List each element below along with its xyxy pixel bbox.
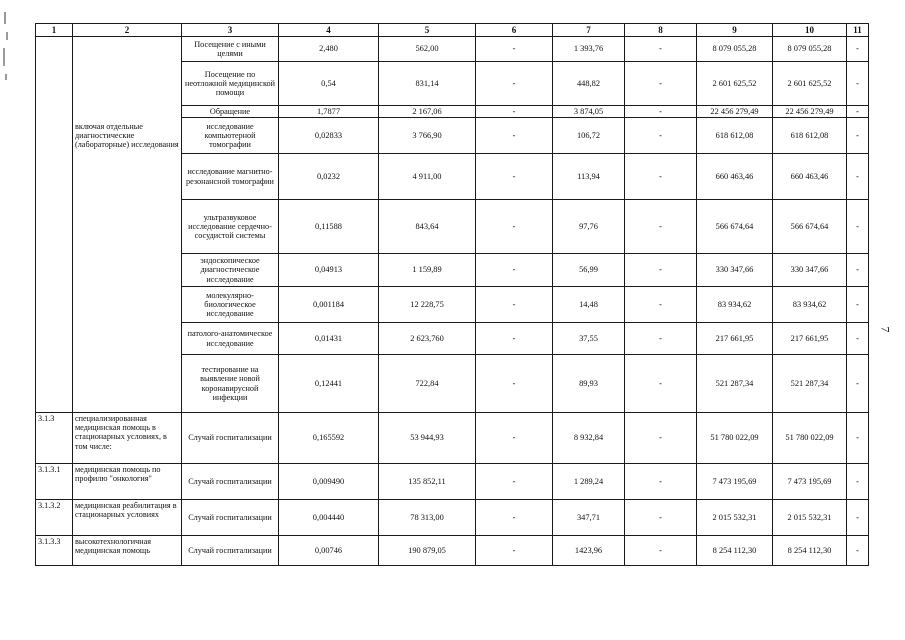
row-unit: исследование магнитно-резонансной томографии bbox=[182, 154, 279, 200]
cost-total: 22 456 279,49 bbox=[697, 106, 773, 118]
page-number: 7 bbox=[878, 326, 893, 333]
normative-volume: 0,0232 bbox=[279, 154, 379, 200]
column-header: 10 bbox=[773, 24, 847, 37]
per-capita-standard: 56,99 bbox=[553, 254, 625, 287]
per-capita-standard: 14,48 bbox=[553, 287, 625, 323]
per-capita-standard: 106,72 bbox=[553, 118, 625, 154]
row-code: 3.1.3.2 bbox=[36, 500, 73, 536]
col11-value: - bbox=[847, 118, 869, 154]
financial-cost: 12 228,75 bbox=[379, 287, 476, 323]
col6-value: - bbox=[476, 500, 553, 536]
col11-value: - bbox=[847, 154, 869, 200]
column-header: 7 bbox=[553, 24, 625, 37]
column-header: 8 bbox=[625, 24, 697, 37]
financial-cost: 2 167,06 bbox=[379, 106, 476, 118]
column-header: 9 bbox=[697, 24, 773, 37]
row-unit: патолого-анатомическое исследование bbox=[182, 323, 279, 355]
normative-volume: 0,02833 bbox=[279, 118, 379, 154]
row-unit: Случай госпитализации bbox=[182, 413, 279, 464]
col6-value: - bbox=[476, 106, 553, 118]
col11-value: - bbox=[847, 37, 869, 62]
row-code: 3.1.3.1 bbox=[36, 464, 73, 500]
normative-volume: 0,11588 bbox=[279, 200, 379, 254]
row-unit: Случай госпитализации bbox=[182, 536, 279, 566]
col8-value: - bbox=[625, 254, 697, 287]
row-code: 3.1.3 bbox=[36, 413, 73, 464]
financial-cost: 722,84 bbox=[379, 355, 476, 413]
col11-value: - bbox=[847, 464, 869, 500]
col6-value: - bbox=[476, 464, 553, 500]
cost-total: 8 254 112,30 bbox=[697, 536, 773, 566]
row-unit: Обращение bbox=[182, 106, 279, 118]
financial-cost: 53 944,93 bbox=[379, 413, 476, 464]
col8-value: - bbox=[625, 200, 697, 254]
column-header: 11 bbox=[847, 24, 869, 37]
per-capita-standard: 89,93 bbox=[553, 355, 625, 413]
normative-volume: 0,12441 bbox=[279, 355, 379, 413]
cost-total: 521 287,34 bbox=[697, 355, 773, 413]
normative-volume: 0,165592 bbox=[279, 413, 379, 464]
group-label bbox=[73, 37, 182, 413]
cost-oms: 521 287,34 bbox=[773, 355, 847, 413]
cost-total: 8 079 055,28 bbox=[697, 37, 773, 62]
column-header: 3 bbox=[182, 24, 279, 37]
cost-total: 618 612,08 bbox=[697, 118, 773, 154]
cost-oms: 83 934,62 bbox=[773, 287, 847, 323]
cost-total: 7 473 195,69 bbox=[697, 464, 773, 500]
per-capita-standard: 448,82 bbox=[553, 62, 625, 106]
col11-value: - bbox=[847, 413, 869, 464]
col6-value: - bbox=[476, 413, 553, 464]
per-capita-standard: 1423,96 bbox=[553, 536, 625, 566]
row-unit: исследование компьютерной томографии bbox=[182, 118, 279, 154]
col6-value: - bbox=[476, 323, 553, 355]
per-capita-standard: 3 874,05 bbox=[553, 106, 625, 118]
col11-value: - bbox=[847, 106, 869, 118]
normative-volume: 0,01431 bbox=[279, 323, 379, 355]
group-label-text: включая отдельные диагностические (лабораторные) исследования bbox=[75, 122, 179, 150]
col8-value: - bbox=[625, 62, 697, 106]
normative-volume: 1,7877 bbox=[279, 106, 379, 118]
cost-oms: 22 456 279,49 bbox=[773, 106, 847, 118]
normative-volume: 2,480 bbox=[279, 37, 379, 62]
col6-value: - bbox=[476, 254, 553, 287]
row-unit: Случай госпитализации bbox=[182, 464, 279, 500]
row-unit: ультразвуковое исследование сердечно-сосудистой системы bbox=[182, 200, 279, 254]
column-header: 1 bbox=[36, 24, 73, 37]
financial-cost: 4 911,00 bbox=[379, 154, 476, 200]
col11-value: - bbox=[847, 254, 869, 287]
col8-value: - bbox=[625, 355, 697, 413]
col11-value: - bbox=[847, 355, 869, 413]
financial-cost: 3 766,90 bbox=[379, 118, 476, 154]
column-header: 5 bbox=[379, 24, 476, 37]
col11-value: - bbox=[847, 62, 869, 106]
cost-total: 217 661,95 bbox=[697, 323, 773, 355]
row-unit: Посещение по неотложной медицинской помощи bbox=[182, 62, 279, 106]
cost-total: 566 674,64 bbox=[697, 200, 773, 254]
financial-cost: 2 623,760 bbox=[379, 323, 476, 355]
row-label: специализированная медицинская помощь в стационарных условиях, в том числе: bbox=[73, 413, 182, 464]
financial-cost: 1 159,89 bbox=[379, 254, 476, 287]
normative-volume: 0,04913 bbox=[279, 254, 379, 287]
financial-cost: 135 852,11 bbox=[379, 464, 476, 500]
cost-total: 2 015 532,31 bbox=[697, 500, 773, 536]
col11-value: - bbox=[847, 287, 869, 323]
table-body bbox=[36, 24, 869, 566]
column-header: 2 bbox=[73, 24, 182, 37]
column-number-row bbox=[36, 24, 869, 37]
cost-oms: 618 612,08 bbox=[773, 118, 847, 154]
cost-oms: 566 674,64 bbox=[773, 200, 847, 254]
per-capita-standard: 113,94 bbox=[553, 154, 625, 200]
tariff-table bbox=[35, 23, 869, 566]
cost-total: 2 601 625,52 bbox=[697, 62, 773, 106]
cost-oms: 660 463,46 bbox=[773, 154, 847, 200]
column-header: 6 bbox=[476, 24, 553, 37]
group-code bbox=[36, 37, 73, 413]
cost-oms: 330 347,66 bbox=[773, 254, 847, 287]
col6-value: - bbox=[476, 355, 553, 413]
normative-volume: 0,54 bbox=[279, 62, 379, 106]
col6-value: - bbox=[476, 287, 553, 323]
col6-value: - bbox=[476, 37, 553, 62]
per-capita-standard: 1 289,24 bbox=[553, 464, 625, 500]
col8-value: - bbox=[625, 154, 697, 200]
normative-volume: 0,004440 bbox=[279, 500, 379, 536]
col8-value: - bbox=[625, 323, 697, 355]
col6-value: - bbox=[476, 200, 553, 254]
financial-cost: 78 313,00 bbox=[379, 500, 476, 536]
col8-value: - bbox=[625, 106, 697, 118]
financial-cost: 843,64 bbox=[379, 200, 476, 254]
per-capita-standard: 97,76 bbox=[553, 200, 625, 254]
cost-oms: 8 254 112,30 bbox=[773, 536, 847, 566]
table-row bbox=[36, 500, 869, 536]
col6-value: - bbox=[476, 62, 553, 106]
cost-oms: 2 601 625,52 bbox=[773, 62, 847, 106]
col6-value: - bbox=[476, 118, 553, 154]
row-label: медицинская реабилитация в стационарных условиях bbox=[73, 500, 182, 536]
row-unit: эндоскопическое диагностическое исследование bbox=[182, 254, 279, 287]
cost-total: 660 463,46 bbox=[697, 154, 773, 200]
per-capita-standard: 347,71 bbox=[553, 500, 625, 536]
col8-value: - bbox=[625, 37, 697, 62]
row-unit: тестирование на выявление новой коронавирусной инфекции bbox=[182, 355, 279, 413]
financial-cost: 562,00 bbox=[379, 37, 476, 62]
col8-value: - bbox=[625, 500, 697, 536]
per-capita-standard: 8 932,84 bbox=[553, 413, 625, 464]
cost-oms: 7 473 195,69 bbox=[773, 464, 847, 500]
table-row bbox=[36, 37, 869, 62]
col11-value: - bbox=[847, 500, 869, 536]
col11-value: - bbox=[847, 200, 869, 254]
cost-oms: 8 079 055,28 bbox=[773, 37, 847, 62]
row-unit: Посещение с иными целями bbox=[182, 37, 279, 62]
row-unit: молекулярно-биологическое исследование bbox=[182, 287, 279, 323]
row-label: медицинская помощь по профилю "онкология" bbox=[73, 464, 182, 500]
cost-oms: 51 780 022,09 bbox=[773, 413, 847, 464]
cost-total: 51 780 022,09 bbox=[697, 413, 773, 464]
row-label: высокотехнологичная медицинская помощь bbox=[73, 536, 182, 566]
financial-cost: 831,14 bbox=[379, 62, 476, 106]
col11-value: - bbox=[847, 323, 869, 355]
normative-volume: 0,009490 bbox=[279, 464, 379, 500]
per-capita-standard: 1 393,76 bbox=[553, 37, 625, 62]
cost-oms: 2 015 532,31 bbox=[773, 500, 847, 536]
col8-value: - bbox=[625, 464, 697, 500]
col8-value: - bbox=[625, 118, 697, 154]
normative-volume: 0,00746 bbox=[279, 536, 379, 566]
table-row bbox=[36, 464, 869, 500]
financial-cost: 190 879,05 bbox=[379, 536, 476, 566]
cost-total: 330 347,66 bbox=[697, 254, 773, 287]
col6-value: - bbox=[476, 154, 553, 200]
col8-value: - bbox=[625, 413, 697, 464]
table-row bbox=[36, 536, 869, 566]
row-code: 3.1.3.3 bbox=[36, 536, 73, 566]
col8-value: - bbox=[625, 287, 697, 323]
scan-edge-marks bbox=[2, 10, 10, 100]
table-row bbox=[36, 413, 869, 464]
cost-oms: 217 661,95 bbox=[773, 323, 847, 355]
row-unit: Случай госпитализации bbox=[182, 500, 279, 536]
col8-value: - bbox=[625, 536, 697, 566]
column-header: 4 bbox=[279, 24, 379, 37]
per-capita-standard: 37,55 bbox=[553, 323, 625, 355]
col11-value: - bbox=[847, 536, 869, 566]
normative-volume: 0,001184 bbox=[279, 287, 379, 323]
col6-value: - bbox=[476, 536, 553, 566]
cost-total: 83 934,62 bbox=[697, 287, 773, 323]
